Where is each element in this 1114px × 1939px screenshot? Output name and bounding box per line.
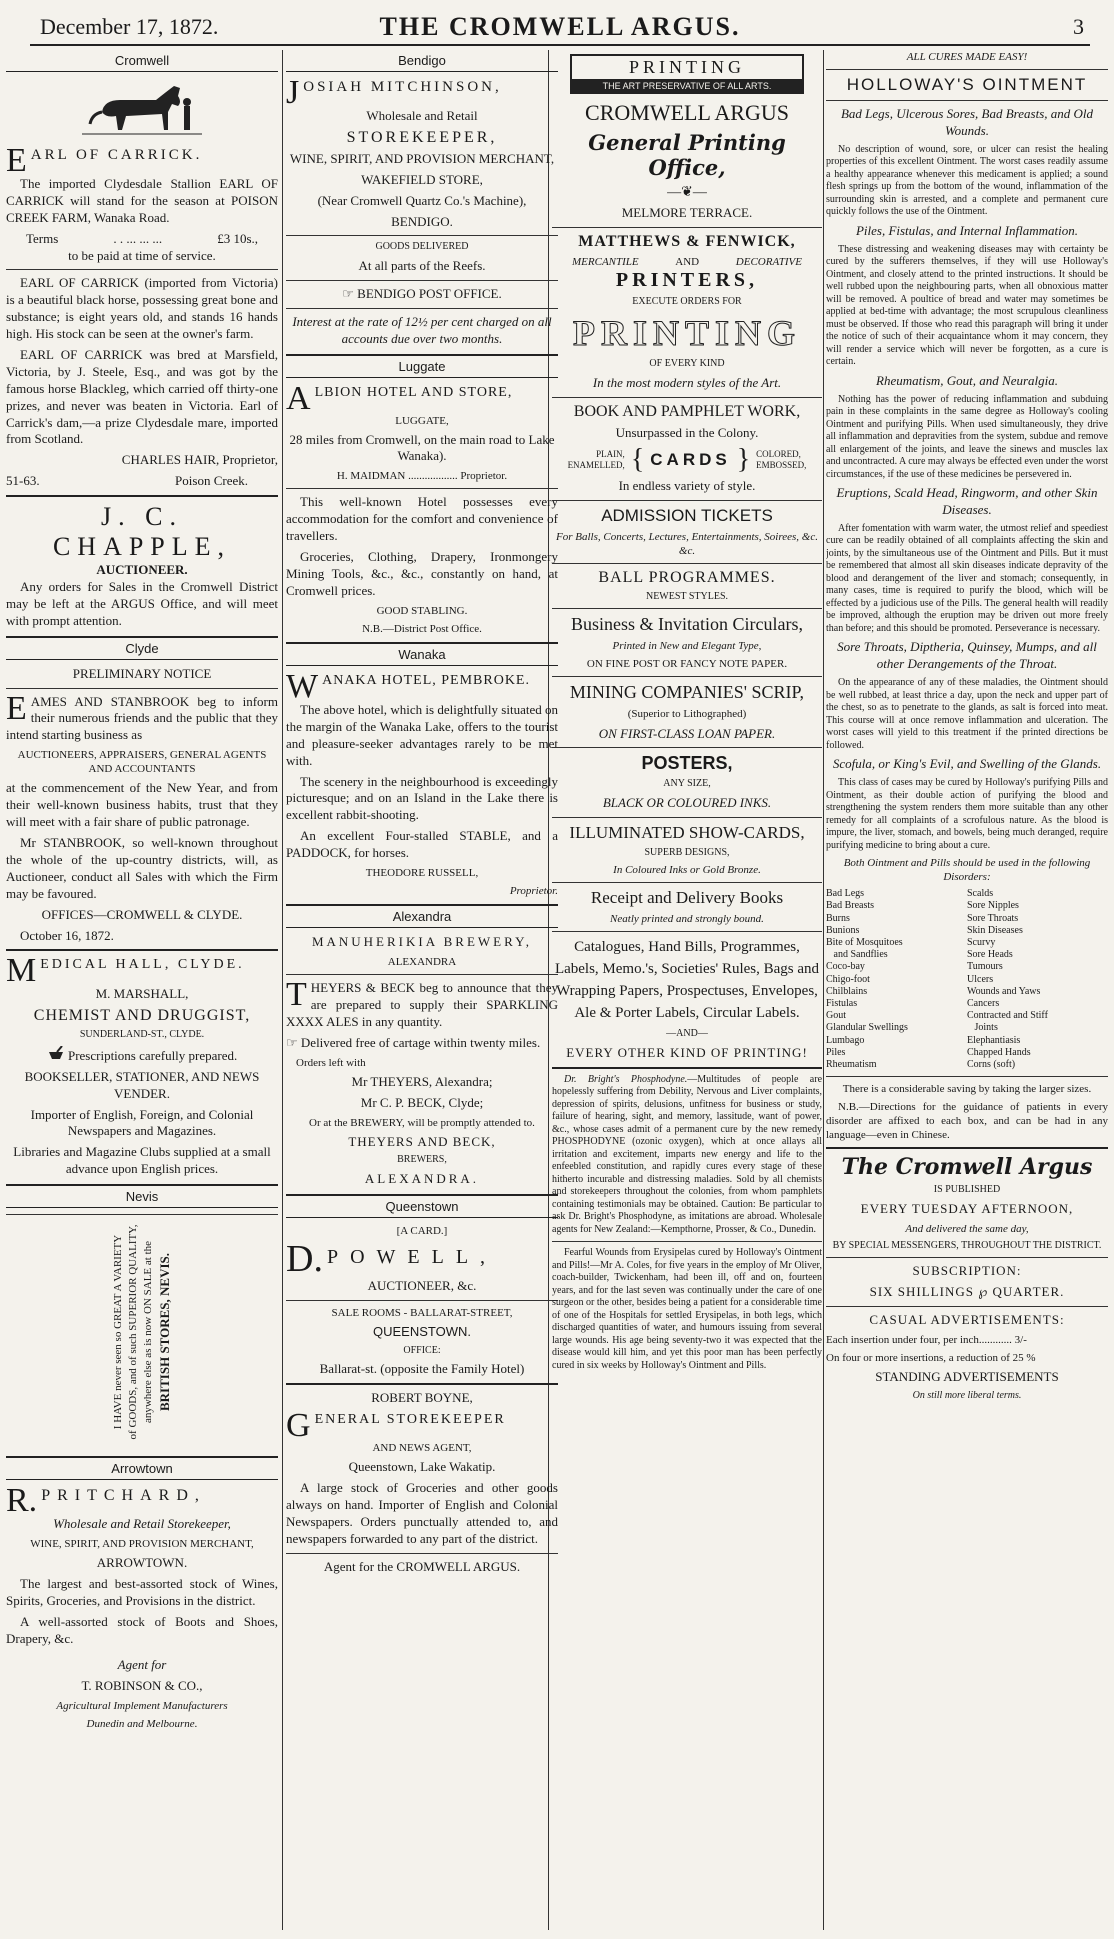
drop-cap: M bbox=[6, 952, 37, 990]
ad-text: For Balls, Concerts, Lectures, Entertainments, Soirees, &c. &c. bbox=[556, 530, 818, 557]
ad-title: POSTERS, bbox=[641, 753, 733, 774]
disorder-item: Bad Legs bbox=[826, 888, 865, 900]
ad-text: Agent for bbox=[117, 1657, 167, 1673]
ad-title: PRINTING bbox=[572, 313, 802, 354]
issue-date: December 17, 1872. bbox=[40, 14, 219, 39]
ad-text: Dr. Bright's Phosphodyne. bbox=[564, 1073, 688, 1085]
column-2 bbox=[286, 50, 558, 1930]
ad-text: Wholesale and Retail Storekeeper, bbox=[53, 1516, 231, 1532]
ad-text: At all parts of the Reefs. bbox=[358, 257, 486, 273]
ad-text: AUCTIONEER, &c. bbox=[367, 1277, 477, 1293]
ad-text: SIX SHILLINGS ℘ QUARTER. bbox=[869, 1284, 1065, 1300]
divider bbox=[552, 563, 822, 564]
divider bbox=[286, 280, 558, 281]
divider bbox=[552, 882, 822, 883]
ad-text: WAKEFIELD STORE, bbox=[361, 171, 483, 187]
divider bbox=[552, 817, 822, 818]
ad-text: ALEXANDRA. bbox=[364, 1170, 480, 1186]
ad-text: This well-known Hotel possesses every accommodation for the comfort and convenience of travellers. bbox=[286, 494, 558, 544]
ad-text: BREWERS, bbox=[397, 1154, 447, 1166]
ad-text: Queenstown, Lake Wakatip. bbox=[348, 1459, 496, 1475]
disorder-item: Rheumatism bbox=[826, 1058, 877, 1070]
ad-text: AND bbox=[675, 255, 700, 268]
divider bbox=[286, 235, 558, 236]
divider bbox=[286, 1383, 558, 1385]
ad-text: SUBSCRIPTION: bbox=[912, 1263, 1022, 1279]
disorder-item: Contracted and Stiff bbox=[967, 1010, 1048, 1022]
ad-text: 28 miles from Cromwell, on the main road to Lake Wanaka). bbox=[289, 431, 555, 464]
ad-text: to be paid at time of service. bbox=[68, 247, 216, 263]
ad-text: The scenery in the neighbourhood is exceedingly picturesque; and on an Island in the Lake there is excellent rabbit-shooting. bbox=[286, 773, 558, 823]
ad-title: General Printing Office, bbox=[588, 130, 786, 180]
ad-title: ARL OF CARRICK. bbox=[30, 147, 203, 163]
ad-text: CASUAL ADVERTISEMENTS: bbox=[869, 1312, 1065, 1328]
divider bbox=[826, 100, 1108, 101]
ad-subtitle: AUCTIONEER. bbox=[96, 562, 188, 578]
ad-text: In Coloured Inks or Gold Bronze. bbox=[613, 864, 761, 877]
ad-text: MELMORE TERRACE. bbox=[621, 205, 753, 220]
drop-cap: W bbox=[286, 667, 319, 705]
ad-text: The above hotel, which is delightfully situated on the margin of the Wanaka Lake, offers to the tourist and pleasure-seeker advantages rarely to be met with. bbox=[286, 701, 558, 768]
section-luggate: Luggate bbox=[286, 354, 558, 378]
section-nevis: Nevis bbox=[6, 1184, 278, 1208]
disorder-item: Lumbago bbox=[826, 1034, 865, 1046]
ad-text: On the appearance of any of these maladies, the Ointment should be well rubbed, at least thrice a day, upon the neck and upper part of the chest, so as to penetrate to the glands, as salt is forced into meat. This course will at once remove inflammation and ulceration. The worst cases will yield to this treatment if the printed directions be followed. bbox=[826, 677, 1108, 751]
ad-title: MANUHERIKIA BREWERY, bbox=[311, 934, 533, 950]
ad-text: WINE, SPIRIT, AND PROVISION MERCHANT, bbox=[289, 150, 555, 166]
horse-icon bbox=[82, 78, 202, 142]
divider bbox=[286, 488, 558, 489]
disorders-list bbox=[826, 888, 1108, 1071]
divider bbox=[552, 608, 822, 609]
ad-ref: 51-63. bbox=[6, 473, 40, 489]
ad-title: The Cromwell Argus bbox=[841, 1154, 1093, 1181]
ad-text: BRITISH STORES, NEVIS. bbox=[156, 1253, 172, 1412]
ad-text: ON FINE POST OR FANCY NOTE PAPER. bbox=[586, 658, 788, 671]
disorder-item: Ulcers bbox=[967, 973, 994, 985]
disorder-item: Bite of Mosquitoes bbox=[826, 937, 903, 948]
terms-value: £3 10s., bbox=[217, 230, 258, 246]
ad-text: STOREKEEPER, bbox=[346, 128, 498, 146]
ad-text: ARROWTOWN. bbox=[96, 1555, 188, 1571]
ad-text: AUCTIONEERS, APPRAISERS, GENERAL AGENTS AND ACCOUNTANTS bbox=[17, 749, 267, 776]
ad-text bbox=[6, 1046, 278, 1065]
ad-text: N.B.—Directions for the guidance of patients in every disorder are affixed to each box, and can be had in any language—even in Chinese. bbox=[826, 1101, 1108, 1142]
ad-subtitle: CHEMIST AND DRUGGIST, bbox=[33, 1007, 251, 1025]
ad-text: Prescriptions carefully prepared. bbox=[67, 1047, 238, 1063]
ad-title: HOLLOWAY'S OINTMENT bbox=[846, 75, 1088, 95]
ad-text: ENAMELLED, bbox=[567, 459, 625, 470]
ad-text: These distressing and weakening diseases may with certainty be cured by the sufferers themselves, if they will use Holloway's Ointment, and closely attend to the printed instructions. It should be well rubbed upon the neighbouring parts, when all obnoxious matter will be removed. A poultice of bread and water may sometimes be applied at bed-time with advantage; the most scrupulous cleanliness must be observed. If those who read this paragraph will bring it under the notice of such of their acquaintance whom it may concern, they will render a service which will never be forgotten, as a cure is certain. bbox=[826, 243, 1108, 368]
disorder-item: Skin Diseases bbox=[967, 924, 1023, 936]
section-wanaka: Wanaka bbox=[286, 642, 558, 666]
ad-text: [A CARD.] bbox=[396, 1224, 448, 1237]
divider bbox=[826, 1147, 1108, 1149]
ad-text: —Multitudes of people are hopelessly suffering from Debility, Nervous and Liver complaints, depression of spirits, delusions, unfitness for business or study, failure of hearing, sight, and memory, lassitude, want of power, &c., whose cases admit of a permanent cure by the new remedy PHOSPHODYNE (ozonic oxygen), which at once allays all irritation and excitement, imparts new energy and life to the enfeebled constitution, and rapidly cures every stage of these hitherto incurable and distressing maladies. Sold by all chemists and storekeepers throughout the colonies, from whom pamphlets containing testimonials may be obtained. Caution: Be particular to ask Dr. Bright's Phosphodyne, as imitations are abroad. Wholesale agents for New Zealand:—Kempthorne, Prosser, & Co., Dunedin. bbox=[552, 1073, 822, 1235]
section-alexandra: Alexandra bbox=[286, 904, 558, 928]
ad-text: Dunedin and Melbourne. bbox=[86, 1718, 198, 1731]
ad-title: MATTHEWS & FENWICK, bbox=[578, 232, 796, 250]
ad-text: OFFICES—CROMWELL & CLYDE. bbox=[41, 906, 243, 922]
disorders-left bbox=[826, 888, 967, 1071]
ad-text: Mr STANBROOK, so well-known throughout the whole of the up-country districts, will, as Auctioneer, conduct all Sales with which the Firm may be favoured. bbox=[6, 835, 278, 901]
ad-heading: Bad Legs, Ulcerous Sores, Bad Breasts, and Old Wounds. bbox=[840, 106, 1094, 138]
ad-text: ANY SIZE, bbox=[663, 778, 711, 790]
ad-text: anywhere else as is now ON SALE at the bbox=[141, 1241, 154, 1424]
disorder-item: Corns (soft) bbox=[967, 1058, 1016, 1070]
ad-text: T. ROBINSON & CO., bbox=[81, 1678, 203, 1694]
ad-heading: Sore Throats, Diptheria, Quinsey, Mumps, and all other Derangements of the Throat. bbox=[837, 639, 1097, 672]
ad-text: DECORATIVE bbox=[735, 255, 802, 268]
ad-text: Interest at the rate of 12½ per cent charged on all accounts due over two months. bbox=[292, 313, 552, 346]
ad-text: EARL OF CARRICK was bred at Marsfield, Victoria, by J. Steele, Esq., and was got by the famous horse Blackleg, which carried off thirty-one prizes, and never was beaten in Victoria. Earl of Carrick's dam,—a prize Clydesdale mare, imported from Scotland. bbox=[6, 347, 278, 447]
terms-dots: . . ... ... ... bbox=[113, 230, 163, 246]
column-4 bbox=[826, 50, 1108, 1930]
disorder-item: Bad Breasts bbox=[826, 900, 875, 912]
ad-text: EXECUTE ORDERS FOR bbox=[632, 295, 742, 307]
ad-text: COLORED, bbox=[756, 448, 801, 459]
divider bbox=[552, 397, 822, 398]
ad-text: ALEXANDRA bbox=[387, 956, 457, 969]
ad-title: BALL PROGRAMMES. bbox=[598, 568, 776, 586]
flourish-icon: —❦— bbox=[667, 185, 707, 200]
ad-text: In the most modern styles of the Art. bbox=[592, 374, 782, 390]
disorder-item: Cancers bbox=[967, 997, 1000, 1009]
ad-text: On still more liberal terms. bbox=[912, 1390, 1022, 1402]
ad-date: October 16, 1872. bbox=[20, 927, 114, 943]
ad-text: (Near Cromwell Quartz Co.'s Machine), bbox=[317, 192, 527, 208]
ad-text: BLACK OR COLOURED INKS. bbox=[602, 794, 772, 810]
ad-heading: Scofula, or King's Evil, and Swelling of the Glands. bbox=[832, 756, 1102, 772]
ad-text bbox=[552, 1074, 822, 1237]
ad-text: Neatly printed and strongly bound. bbox=[610, 913, 764, 926]
ad-text: On four or more insertions, a reduction of 25 % bbox=[826, 1352, 1036, 1365]
divider bbox=[552, 1067, 822, 1069]
ad-place: Poison Creek. bbox=[175, 473, 248, 489]
ad-text: Orders left with bbox=[296, 1056, 366, 1069]
ad-text: BOOKSELLER, STATIONER, AND NEWS VENDER. bbox=[24, 1068, 260, 1101]
divider bbox=[552, 227, 822, 228]
ad-text: AND NEWS AGENT, bbox=[372, 1442, 472, 1455]
ad-text: Delivered free of cartage within twenty miles. bbox=[300, 1034, 541, 1050]
drop-cap: T bbox=[286, 976, 307, 1014]
ad-text: The imported Clydesdale Stallion EARL OF CARRICK will stand for the season at POISON CREEK FARM, Wanaka Road. bbox=[6, 176, 278, 225]
ad-text: N.B.—District Post Office. bbox=[362, 622, 482, 635]
divider bbox=[286, 308, 558, 309]
disorder-item: Piles bbox=[826, 1046, 846, 1058]
banner-title: PRINTING bbox=[572, 56, 802, 80]
newspaper-title: THE CROMWELL ARGUS. bbox=[379, 12, 741, 41]
section-arrowtown: Arrowtown bbox=[6, 1456, 278, 1480]
ad-text bbox=[286, 1035, 558, 1052]
ad-text: of GOODS, and of such SUPERIOR QUALITY, bbox=[126, 1224, 139, 1440]
ad-text: In endless variety of style. bbox=[618, 477, 756, 493]
ad-signature: THEYERS AND BECK, bbox=[348, 1133, 496, 1149]
ad-text: NEWEST STYLES. bbox=[645, 590, 729, 602]
ad-text: Proprietor. bbox=[509, 885, 558, 898]
ad-title: PRINTERS, bbox=[615, 268, 759, 291]
ad-heading: PRELIMINARY NOTICE bbox=[72, 665, 212, 681]
ad-text: Groceries, Clothing, Drapery, Ironmongery Mining Tools, &c., &c., constantly on hand, at Cromwell prices. bbox=[286, 549, 558, 598]
ad-text: And delivered the same day, bbox=[905, 1222, 1029, 1235]
ad-title: CARDS bbox=[650, 449, 731, 469]
disorder-item: and Sandflies bbox=[826, 949, 888, 961]
drop-cap: D. bbox=[286, 1237, 323, 1280]
ad-text: Importer of English, Foreign, and Colonial Newspapers and Magazines. bbox=[30, 1106, 254, 1139]
ad-text: I HAVE never seen so GREAT A VARIETY bbox=[111, 1234, 124, 1430]
drop-cap: R. bbox=[6, 1482, 38, 1520]
brace-icon: { bbox=[630, 443, 645, 475]
ad-text: Unsurpassed in the Colony. bbox=[615, 424, 759, 440]
cards-line bbox=[552, 443, 822, 475]
ad-title: Business & Invitation Circulars, bbox=[571, 614, 803, 635]
disorder-item: Glandular Swellings bbox=[826, 1022, 908, 1034]
ad-text: —AND— bbox=[666, 1028, 708, 1040]
ad-text: AMES AND STANBROOK beg to inform their numerous friends and the public that they intend starting business as bbox=[6, 693, 278, 743]
ad-text: Printed in New and Elegant Type, bbox=[612, 640, 762, 653]
disorder-item: Scurvy bbox=[967, 937, 996, 948]
divider bbox=[552, 747, 822, 748]
divider bbox=[552, 931, 822, 932]
ad-text: The largest and best-assorted stock of Wines, Spirits, Groceries, and Provisions in the district. bbox=[6, 1575, 278, 1608]
ad-text: OFFICE: bbox=[403, 1344, 441, 1356]
ad-text: EARL OF CARRICK (imported from Victoria) is a beautiful black horse, possessing great bone and substance; is eight years old, and stands 16 hands high. His stock can be seen at the owner's farm. bbox=[6, 275, 278, 342]
ad-text: OF EVERY KIND bbox=[649, 358, 725, 370]
disorder-item: Scalds bbox=[967, 888, 994, 900]
disorder-item: Tumours bbox=[967, 961, 1003, 973]
ad-text: EVERY TUESDAY AFTERNOON, bbox=[860, 1200, 1074, 1216]
section-queenstown: Queenstown bbox=[286, 1194, 558, 1218]
divider bbox=[826, 1076, 1108, 1077]
ad-text: MERCANTILE bbox=[572, 255, 639, 268]
divider bbox=[826, 1257, 1108, 1258]
ad-text: Catalogues, Hand Bills, Programmes, Labels, Memo.'s, Societies' Rules, Bags and Wrapping Papers, Prospectuses, Envelopes, Ale & Porter Labels, Circular Labels. bbox=[554, 939, 820, 1021]
ad-text: Any orders for Sales in the Cromwell District may be left at the ARGUS Office, and will meet with prompt attention. bbox=[6, 579, 278, 628]
ad-title: ILLUMINATED SHOW-CARDS, bbox=[569, 822, 805, 842]
ad-text: No description of wound, sore, or ulcer can resist the healing properties of this excellent Ointment. The worst cases readily assume a healthy appearance whenever this medicament is applied; a sound flesh springs up from the bottom of the wound, inflammation of the surrounding skin is arrested, and a complete and permanent cure quickly follows the use of the Ointment. bbox=[826, 143, 1108, 218]
ad-title: MINING COMPANIES' SCRIP, bbox=[569, 682, 805, 703]
ad-title: CROMWELL ARGUS bbox=[585, 100, 789, 125]
ad-text: Nothing has the power of reducing inflammation and subduing pain in these complaints in the same degree as Holloway's cooling Ointment and purifying Pills. When used simultaneously, they drive all inflammation and depravities from the system, subdue and remove all enlargement of the joints, and leave the sinews and muscles lax and uncontracted. A cure may always be effected even under the worst circumstances, if the use of these medicines be persevered in. bbox=[826, 393, 1108, 480]
ad-text: There is a considerable saving by taking the larger sizes. bbox=[842, 1083, 1092, 1096]
divider bbox=[826, 69, 1108, 70]
disorder-item: Sore Throats bbox=[967, 912, 1019, 924]
ad-text: LUGGATE, bbox=[395, 414, 449, 427]
ad-text: HEYERS & BECK beg to announce that they are prepared to supply their SPARKLING XXXX ALES in any quantity. bbox=[286, 980, 558, 1029]
section-cromwell: Cromwell bbox=[6, 50, 278, 72]
ad-text: ALL CURES MADE EASY! bbox=[906, 51, 1028, 63]
ad-heading: Rheumatism, Gout, and Neuralgia. bbox=[876, 372, 1058, 388]
drop-cap: E bbox=[6, 689, 27, 727]
ad-text: This class of cases may be cured by Holloway's purifying Pills and Ointment, as their double action of purifying the blood and strengthening the system renders them more suitable than any other remedy for all complaints of a scrofulous nature. As the blood is impure, the liver, stomach, and bowels, being much deranged, require purifying medicine to bring about a cure. bbox=[826, 777, 1108, 851]
disorder-item: Chilblains bbox=[826, 985, 868, 997]
divider bbox=[6, 949, 278, 951]
disorder-item: Chigo-foot bbox=[826, 973, 870, 985]
ad-text: (Superior to Lithographed) bbox=[627, 708, 747, 721]
drop-cap: J bbox=[286, 74, 300, 111]
disorder-item: Bunions bbox=[826, 924, 860, 936]
ad-signature: THEODORE RUSSELL, bbox=[365, 866, 479, 879]
ad-title: ROBERT BOYNE, bbox=[371, 1390, 473, 1406]
brace-icon: } bbox=[736, 443, 751, 475]
divider bbox=[552, 1241, 822, 1242]
nevis-ad bbox=[6, 1214, 278, 1450]
ad-signature: CHARLES HAIR, Proprietor, bbox=[121, 452, 278, 468]
ad-title: EVERY OTHER KIND OF PRINTING! bbox=[566, 1044, 808, 1060]
ad-title: ADMISSION TICKETS bbox=[601, 505, 773, 525]
ad-text: Mr THEYERS, Alexandra; bbox=[351, 1073, 493, 1089]
page-number: 3 bbox=[1073, 14, 1084, 39]
ad-text: M. MARSHALL, bbox=[95, 986, 189, 1002]
disorder-item: Gout bbox=[826, 1010, 846, 1022]
ad-text: QUEENSTOWN. bbox=[373, 1323, 471, 1339]
ad-text: WINE, SPIRIT, AND PROVISION MERCHANT, bbox=[30, 1537, 254, 1550]
drop-cap: A bbox=[286, 379, 311, 417]
divider bbox=[6, 495, 278, 497]
ad-text: Agricultural Implement Manufacturers bbox=[56, 1700, 228, 1713]
ad-text: BY SPECIAL MESSENGERS, THROUGHOUT THE DISTRICT. bbox=[832, 1239, 1102, 1251]
ad-text: SUPERB DESIGNS, bbox=[644, 846, 730, 858]
column-rule bbox=[823, 50, 824, 1930]
disorders-right bbox=[967, 888, 1108, 1071]
ad-text: Or at the BREWERY, will be promptly attended to. bbox=[309, 1116, 535, 1129]
ad-title: OSIAH MITCHINSON, bbox=[303, 79, 502, 95]
terms-label: Terms bbox=[26, 230, 59, 246]
divider bbox=[826, 1306, 1108, 1307]
disorder-item: Joints bbox=[967, 1022, 998, 1034]
printing-banner bbox=[570, 54, 804, 94]
ad-heading: Eruptions, Scald Head, Ringworm, and other Skin Diseases. bbox=[836, 485, 1098, 518]
ad-text: H. MAIDMAN .................. Proprietor. bbox=[336, 470, 508, 483]
disorder-item: Coco-bay bbox=[826, 961, 865, 973]
ad-text: at the commencement of the New Year, and from their well-known business habits, trust that they will meet with a fair share of public patronage. bbox=[6, 780, 278, 830]
ad-text: PLAIN, bbox=[596, 448, 625, 459]
ad-text bbox=[286, 286, 558, 303]
ad-title: BOOK AND PAMPHLET WORK, bbox=[573, 402, 801, 420]
ad-text: An excellent Four-stalled STABLE, and a PADDOCK, for horses. bbox=[286, 828, 558, 861]
ad-text: Wholesale and Retail bbox=[366, 108, 478, 123]
ad-title: ANAKA HOTEL, PEMBROKE. bbox=[322, 672, 530, 688]
ad-heading: Both Ointment and Pills should be used in the following Disorders: bbox=[843, 857, 1091, 884]
ad-text: GOODS DELIVERED bbox=[375, 241, 469, 253]
ad-heading: Piles, Fistulas, and Internal Inflammation. bbox=[855, 222, 1079, 238]
divider bbox=[552, 676, 822, 677]
disorder-item: Fistulas bbox=[826, 997, 858, 1009]
disorder-item: Wounds and Yaws bbox=[967, 985, 1041, 997]
ad-text: Libraries and Magazine Clubs supplied at a small advance upon English prices. bbox=[13, 1144, 271, 1177]
section-clyde: Clyde bbox=[6, 636, 278, 660]
divider bbox=[6, 688, 278, 689]
column-rule bbox=[282, 50, 283, 1930]
ad-text: Each insertion under four, per inch............ 3/- bbox=[826, 1334, 1027, 1347]
disorder-item: Elephantiasis bbox=[967, 1034, 1021, 1046]
ad-text: BENDIGO. bbox=[391, 213, 453, 229]
ad-title: EDICAL HALL, CLYDE. bbox=[40, 957, 245, 973]
ad-text: SUNDERLAND-ST., CLYDE. bbox=[79, 1029, 205, 1041]
ad-text: EMBOSSED, bbox=[756, 459, 807, 470]
divider bbox=[286, 1553, 558, 1554]
disorder-item: Chapped Hands bbox=[967, 1046, 1031, 1058]
ad-text: GOOD STABLING. bbox=[376, 604, 468, 617]
ad-text: Fearful Wounds from Erysipelas cured by Holloway's Ointment and Pills!—Mr A. Coles, for five years in the employ of Mr Oliver, coach-builder, Twickenham, had been ill, off and on, fourteen years, and for the last seven was continually under the care of one surgeon or the other, besides being a patient for a considerable time of one of the Hospitals for settled Erysipelas, in both legs, which discharged quantities of water, and humours issuing from several large wounds. His age being seventy-two it was expected that the disease would kill him, and yet this poor man has been perfectly cured in six weeks by Holloway's Ointment and Pills. bbox=[552, 1247, 822, 1371]
pointing-hand-icon: ☞ bbox=[286, 1034, 298, 1050]
banner-subtitle: THE ART PRESERVATIVE OF ALL ARTS. bbox=[572, 80, 802, 92]
drop-cap: G bbox=[286, 1407, 311, 1445]
divider bbox=[552, 500, 822, 501]
ad-title: J. C. CHAPPLE, bbox=[52, 502, 232, 562]
disorder-item: Sore Nipples bbox=[967, 900, 1019, 912]
ad-text: Ballarat-st. (opposite the Family Hotel) bbox=[319, 1361, 525, 1377]
masthead bbox=[30, 8, 1090, 46]
disorder-item: Burns bbox=[826, 912, 850, 924]
drop-cap: E bbox=[6, 142, 27, 179]
pestle-icon bbox=[47, 1046, 65, 1060]
ad-text: A large stock of Groceries and other goods always on hand. Importer of English and Colonial Newspapers. Orders punctually attended to, and newspapers forwarded to any part of the district. bbox=[286, 1480, 558, 1546]
ad-title: POWELL, bbox=[326, 1245, 498, 1268]
column-1 bbox=[6, 50, 278, 1930]
disorder-item: Sore Heads bbox=[967, 949, 1013, 961]
ad-title: ENERAL STOREKEEPER bbox=[314, 1412, 506, 1428]
section-bendigo: Bendigo bbox=[286, 50, 558, 72]
ad-text: Mr C. P. BECK, Clyde; bbox=[360, 1094, 484, 1110]
pointing-hand-icon: ☞ bbox=[342, 285, 354, 301]
ad-title: PRITCHARD, bbox=[41, 1487, 206, 1505]
ad-title: Receipt and Delivery Books bbox=[590, 888, 784, 908]
ad-text: After fomentation with warm water, the utmost relief and speediest cure can be readily obtained of all complaints affecting the skin and joints, by the simultaneous use of the Ointment and Pills. But it must be remembered that almost all skin diseases indicate depravity of the blood and derangement of the liver and stomach; consequently, in many cases, time is required to purify the blood, which will be effected by a judicious use of the Pills. The general health will readily be improved, although the eruption may be driven out more freely than before; and this should be promoted. Perseverance is necessary. bbox=[826, 522, 1108, 634]
ad-text: Agent for the CROMWELL ARGUS. bbox=[323, 1558, 521, 1574]
ad-text: IS PUBLISHED bbox=[933, 1184, 1001, 1196]
divider bbox=[286, 974, 558, 975]
ad-text: SALE ROOMS - BALLARAT-STREET, bbox=[331, 1306, 513, 1319]
ad-text: BENDIGO POST OFFICE. bbox=[357, 285, 502, 301]
ad-title: LBION HOTEL AND STORE, bbox=[314, 384, 513, 400]
ad-text: STANDING ADVERTISEMENTS bbox=[875, 1369, 1059, 1385]
divider bbox=[6, 269, 278, 270]
divider bbox=[286, 1300, 558, 1301]
ad-text: A well-assorted stock of Boots and Shoes, Drapery, &c. bbox=[6, 1613, 278, 1646]
ad-text: ON FIRST-CLASS LOAN PAPER. bbox=[598, 725, 776, 741]
column-3 bbox=[552, 50, 822, 1930]
